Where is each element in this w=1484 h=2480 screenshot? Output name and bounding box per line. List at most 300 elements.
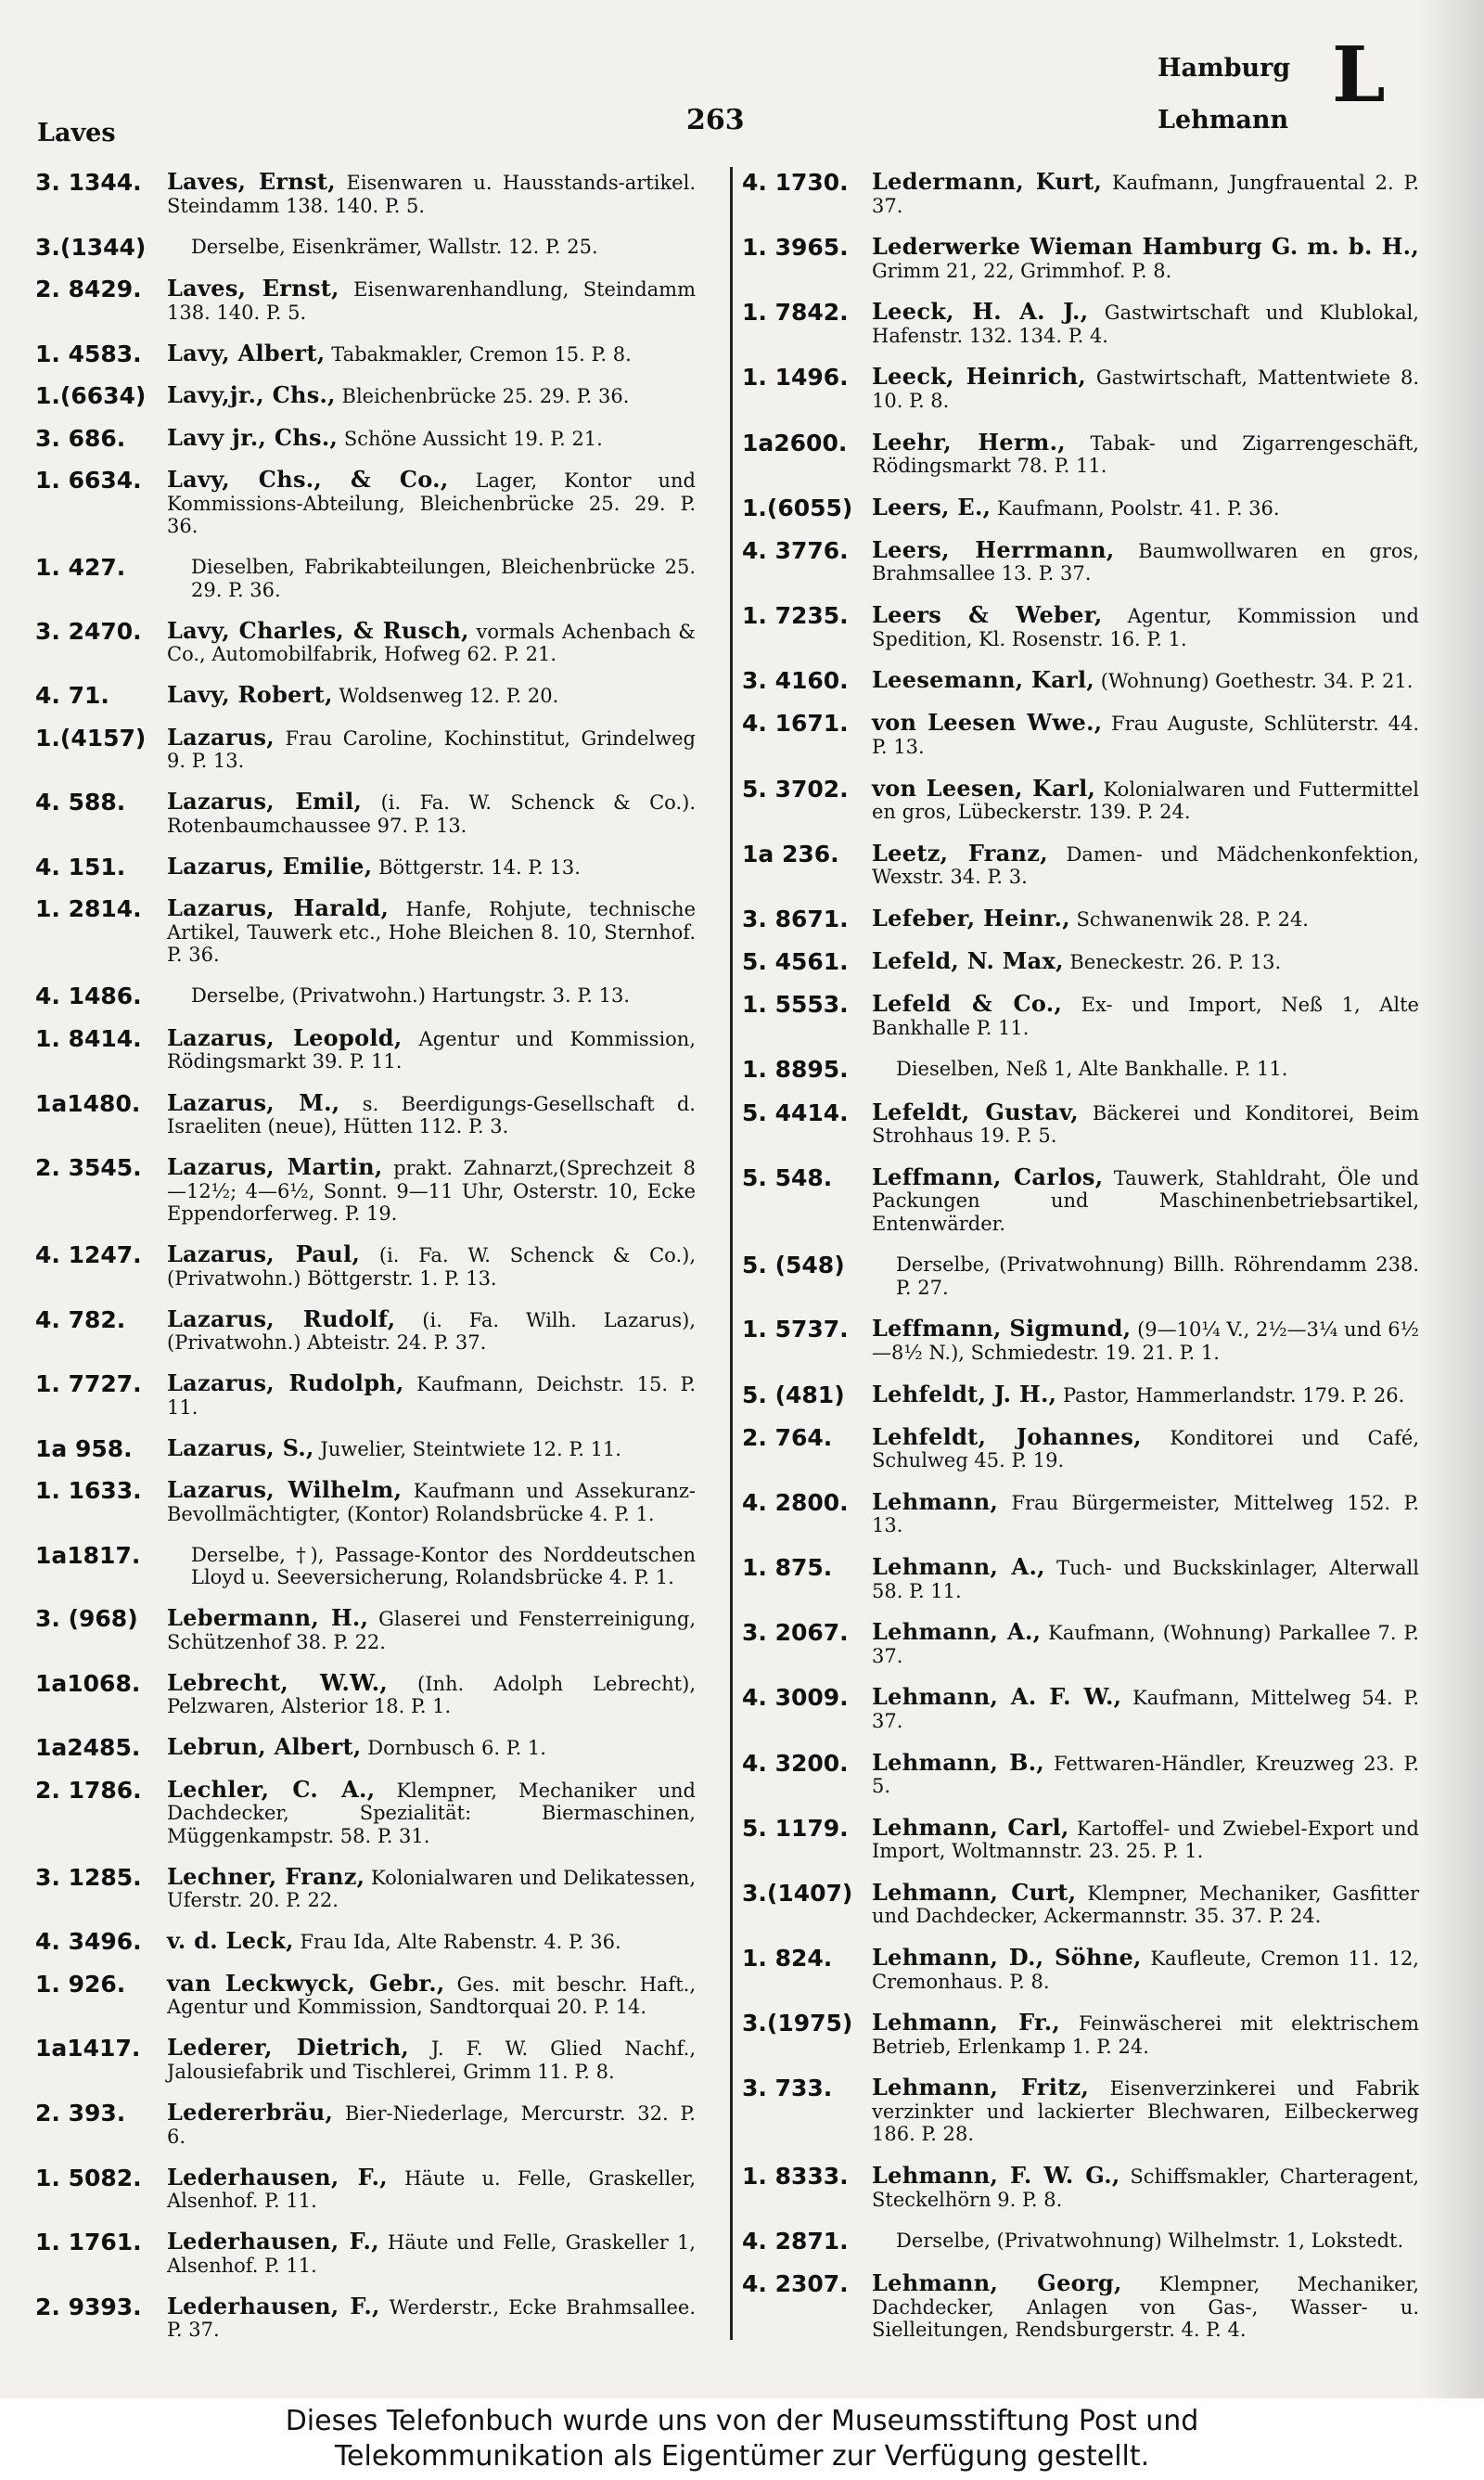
subscriber-name: Lehmann, Fr., bbox=[872, 2009, 1061, 2037]
subscriber-name: Leffmann, Sigmund, bbox=[872, 1315, 1132, 1343]
phone-number: 3.(1975) bbox=[742, 2010, 853, 2037]
subscriber-details: Eisenverzinkerei und Fabrik verzinkter und lackierter Blechwaren, Eilbeckerweg 186. P. 28. bbox=[872, 2077, 1419, 2146]
directory-entry bbox=[35, 1541, 696, 1589]
entry-text bbox=[872, 904, 1419, 932]
phone-number: 1. 8895. bbox=[742, 1056, 849, 1084]
entry-text bbox=[167, 466, 696, 538]
subscriber-details: Tauwerk, Stahldraht, Öle und Packungen und Maschinenbetriebsartikel, Entenwärder. bbox=[872, 1166, 1419, 1235]
entry-text bbox=[167, 1604, 696, 1653]
subscriber-name: Lazarus, Martin, bbox=[167, 1153, 383, 1181]
directory-entry bbox=[35, 1969, 696, 2019]
subscriber-details: Frau Bürgermeister, Mittelweg 152. P. 13. bbox=[872, 1491, 1419, 1537]
subscriber-details: Tuch- und Buckskinlager, Alterwall 58. P. 11. bbox=[872, 1557, 1419, 1602]
directory-entry bbox=[742, 709, 1420, 758]
subscriber-name: von Leesen, Karl, bbox=[872, 774, 1096, 802]
subscriber-details: vormals Achenbach & Co., Automobilfabrik, Hofweg 62. P. 21. bbox=[167, 620, 697, 666]
directory-entry bbox=[742, 298, 1419, 347]
directory-entry bbox=[742, 1253, 1419, 1299]
entry-text bbox=[167, 168, 696, 217]
subscriber-details: prakt. Zahnarzt,(Sprechzeit 8—12½; 4—6½, Sonnt. 9—11 Uhr, Osterstr. 10, Ecke Eppendorferweg. P. 19. bbox=[167, 1157, 696, 1226]
header-city: Hamburg bbox=[1158, 54, 1291, 83]
directory-entry bbox=[35, 616, 697, 666]
entry-text bbox=[872, 1944, 1419, 1993]
phone-number: 4. 1486. bbox=[35, 983, 142, 1010]
phone-number: 1a2485. bbox=[35, 1734, 141, 1762]
entry-text bbox=[167, 1240, 696, 1290]
subscriber-details: Derselbe, (Privatwohn.) Hartungstr. 3. P. 13. bbox=[191, 984, 630, 1008]
directory-entry bbox=[742, 1058, 1419, 1082]
subscriber-name: Leehr, Herm., bbox=[872, 428, 1066, 456]
subscriber-details: Kolonialwaren und Futtermittel en gros, Lübeckerstr. 139. P. 24. bbox=[872, 777, 1420, 824]
entry-text bbox=[872, 839, 1419, 889]
entry-text bbox=[167, 616, 697, 666]
phone-number: 1. 875. bbox=[742, 1554, 833, 1582]
subscriber-name: Lefeld & Co., bbox=[872, 990, 1063, 1018]
phone-number: 3.(1407) bbox=[742, 1879, 853, 1907]
directory-entry bbox=[742, 233, 1419, 282]
directory-entry bbox=[742, 535, 1419, 585]
subscriber-details: Gastwirtschaft und Klublokal, Hafenstr. 132. 134. P. 4. bbox=[872, 302, 1419, 347]
column-divider bbox=[730, 167, 733, 2340]
phone-number: 5. 3702. bbox=[742, 775, 849, 803]
phone-number: 2. 764. bbox=[742, 1423, 833, 1451]
directory-entry bbox=[742, 1748, 1419, 1798]
entry-text bbox=[872, 1163, 1419, 1236]
phone-number: 3. 8671. bbox=[742, 905, 849, 932]
subscriber-details: Bier-Niederlage, Mercurstr. 32. P. 6. bbox=[167, 2102, 696, 2148]
entry-text bbox=[872, 1487, 1419, 1537]
entry-text bbox=[167, 2034, 696, 2083]
phone-number: 1.(6634) bbox=[35, 382, 147, 410]
directory-entry bbox=[742, 947, 1419, 976]
subscriber-name: Lazarus, Rudolf, bbox=[167, 1304, 396, 1332]
phone-number: 2. 1786. bbox=[35, 1776, 142, 1804]
directory-entry bbox=[35, 723, 696, 773]
phone-number: 3. (968) bbox=[35, 1605, 138, 1633]
entry-text bbox=[167, 2230, 696, 2277]
phone-number: 1a1817. bbox=[35, 1541, 141, 1569]
entry-text bbox=[872, 2269, 1419, 2342]
phone-number: 3.(1344) bbox=[35, 233, 147, 261]
directory-entry bbox=[35, 1369, 696, 1419]
entry-text bbox=[167, 423, 696, 451]
subscriber-details: Frau Ida, Alte Rabenstr. 4. P. 36. bbox=[293, 1931, 621, 1954]
subscriber-details: Dieselben, Fabrikabteilungen, Bleichenbrücke 25. 29. P. 36. bbox=[191, 556, 696, 601]
subscriber-details: Klempner, Mechaniker, Dachdecker, Anlagen von Gas-, Wasser- u. Sielleitungen, Rendsburgerstr. 4. P. 4. bbox=[872, 2273, 1419, 2342]
subscriber-name: Leers & Weber, bbox=[872, 601, 1103, 629]
directory-entry bbox=[35, 1240, 696, 1290]
subscriber-details: Juwelier, Steintwiete 12. P. 11. bbox=[313, 1437, 621, 1460]
phone-number: 1. 4583. bbox=[35, 340, 142, 367]
entry-text bbox=[167, 381, 696, 409]
entry-text bbox=[872, 1683, 1419, 1732]
entry-text bbox=[872, 947, 1419, 975]
subscriber-details: Schöne Aussicht 19. P. 21. bbox=[338, 427, 603, 450]
phone-number: 3. 2470. bbox=[35, 617, 142, 645]
subscriber-details: Dornbusch 6. P. 1. bbox=[361, 1737, 546, 1760]
directory-entry bbox=[35, 681, 696, 710]
phone-number: 4. 3496. bbox=[35, 1928, 142, 1956]
entry-text bbox=[167, 1433, 696, 1461]
subscriber-details: Kaufmann, (Wohnung) Parkallee 7. P. 37. bbox=[872, 1622, 1419, 1667]
directory-entry bbox=[35, 1775, 696, 1848]
entry-text bbox=[167, 1369, 696, 1419]
directory-entry bbox=[35, 168, 696, 217]
subscriber-name: Lederhausen, F., bbox=[167, 2292, 380, 2319]
entry-text bbox=[167, 236, 696, 259]
subscriber-name: Ledererbräu, bbox=[167, 2099, 334, 2126]
phone-number: 4. 2307. bbox=[742, 2270, 849, 2298]
subscriber-details: Feinwäscherei mit elektrischem Betrieb, Erlenkamp 1. P. 24. bbox=[872, 2012, 1420, 2058]
directory-entry bbox=[35, 2163, 696, 2213]
phone-number: 4. 2800. bbox=[742, 1488, 849, 1516]
directory-entry bbox=[35, 894, 696, 967]
entry-text bbox=[167, 1668, 696, 1718]
subscriber-details: (Wohnung) Goethestr. 34. P. 21. bbox=[1094, 670, 1414, 693]
phone-number: 4. 1671. bbox=[742, 710, 849, 738]
phone-number: 1. 3965. bbox=[742, 234, 849, 262]
entry-text bbox=[872, 233, 1419, 282]
directory-entry bbox=[35, 466, 696, 538]
phone-number: 3. 4160. bbox=[742, 667, 849, 695]
phone-number: 3. 1285. bbox=[35, 1863, 142, 1891]
phone-number: 3. 733. bbox=[742, 2075, 833, 2102]
directory-entry bbox=[742, 1683, 1419, 1732]
subscriber-details: Agentur und Kommission, Rödingsmarkt 39. P. 11. bbox=[167, 1027, 697, 1073]
subscriber-name: von Leesen Wwe., bbox=[872, 709, 1103, 737]
phone-number: 1. 8333. bbox=[742, 2163, 849, 2190]
phone-number: 1. 1761. bbox=[35, 2229, 142, 2256]
entry-text bbox=[872, 535, 1419, 585]
phone-number: 1. 7842. bbox=[742, 299, 849, 327]
subscriber-name: Lefeber, Heinr., bbox=[872, 904, 1070, 932]
entry-text bbox=[872, 1253, 1419, 1299]
subscriber-details: Woldsenweg 12. P. 20. bbox=[332, 685, 559, 708]
directory-entry bbox=[742, 2011, 1419, 2058]
phone-number: 1a1480. bbox=[35, 1089, 141, 1117]
directory-entry bbox=[35, 1304, 696, 1355]
entry-text bbox=[872, 990, 1419, 1039]
entry-text bbox=[872, 1098, 1420, 1148]
subscriber-name: Lehmann, Curt, bbox=[872, 1878, 1077, 1906]
subscriber-details: Häute und Felle, Graskeller 1, Alsenhof. P. 11. bbox=[167, 2231, 696, 2277]
subscriber-name: Lehmann, Fritz, bbox=[872, 2074, 1090, 2101]
directory-entry bbox=[742, 1618, 1419, 1667]
entry-text bbox=[872, 774, 1420, 824]
entry-text bbox=[872, 666, 1419, 694]
subscriber-name: Leesemann, Karl, bbox=[872, 666, 1095, 694]
phone-number: 1. 427. bbox=[35, 554, 126, 582]
directory-entry bbox=[742, 1380, 1419, 1408]
entry-text bbox=[167, 723, 696, 773]
directory-entry bbox=[35, 1153, 696, 1226]
phone-number: 1. 5737. bbox=[742, 1316, 849, 1343]
phone-number: 1. 824. bbox=[742, 1945, 833, 1972]
subscriber-name: Lebrun, Albert, bbox=[167, 1733, 362, 1761]
phone-number: 1. 5082. bbox=[35, 2164, 142, 2191]
subscriber-details: Eisenwaren u. Hausstands-artikel. Steindamm 138. 140. P. 5. bbox=[167, 172, 696, 217]
subscriber-details: Hanfe, Rohjute, technische Artikel, Tauwerk etc., Hohe Bleichen 8. 10, Sternhof. P. 36. bbox=[167, 898, 696, 967]
entry-text bbox=[167, 1775, 696, 1848]
phone-number: 1a1417. bbox=[35, 2035, 141, 2062]
phone-number: 5. 4561. bbox=[742, 948, 849, 976]
directory-entry bbox=[742, 1878, 1419, 1928]
subscriber-name: v. d. Leck, bbox=[167, 1927, 294, 1955]
subscriber-name: Lavy, Chs., & Co., bbox=[167, 466, 449, 494]
subscriber-details: Derselbe, (Privatwohnung) Billh. Röhrendamm 238. P. 27. bbox=[896, 1253, 1419, 1299]
directory-entry bbox=[35, 381, 696, 410]
subscriber-name: Lehmann, B., bbox=[872, 1748, 1045, 1776]
directory-entry bbox=[742, 1813, 1419, 1863]
right-column bbox=[742, 168, 1420, 2342]
subscriber-name: Lazarus, Emil, bbox=[167, 788, 363, 816]
directory-entry bbox=[742, 168, 1419, 217]
phone-number: 1. 7727. bbox=[35, 1370, 142, 1398]
subscriber-name: Lehmann, bbox=[872, 1487, 999, 1515]
phone-number: 1. 1633. bbox=[35, 1477, 142, 1505]
subscriber-details: Kaufleute, Cremon 11. 12, Cremonhaus. P. 8. bbox=[872, 1947, 1419, 1993]
entry-text bbox=[167, 1544, 696, 1589]
subscriber-name: Leers, Herrmann, bbox=[872, 535, 1115, 563]
entry-text bbox=[872, 601, 1419, 650]
subscriber-name: Lehfeldt, Johannes, bbox=[872, 1422, 1142, 1450]
subscriber-name: Lechler, C. A., bbox=[167, 1775, 376, 1803]
subscriber-details: Damen- und Mädchenkonfektion, Wexstr. 34. P. 3. bbox=[872, 842, 1419, 889]
subscriber-name: Lechner, Franz, bbox=[167, 1862, 365, 1890]
phone-number: 4. 782. bbox=[35, 1305, 126, 1333]
entry-text bbox=[167, 1969, 696, 2019]
subscriber-details: Frau Caroline, Kochinstitut, Grindelweg 9. P. 13. bbox=[167, 726, 696, 773]
phone-number: 3. 686. bbox=[35, 424, 126, 452]
entry-text bbox=[872, 363, 1420, 412]
directory-entry bbox=[742, 1944, 1419, 1993]
entry-text bbox=[872, 1317, 1419, 1364]
subscriber-name: van Leckwyck, Gebr., bbox=[167, 1969, 445, 1997]
phone-number: 1. 2814. bbox=[35, 895, 142, 923]
entry-text bbox=[872, 2076, 1419, 2146]
entry-text bbox=[872, 1878, 1419, 1928]
phone-number: 3. 2067. bbox=[742, 1619, 849, 1647]
subscriber-name: Lederhausen, F., bbox=[167, 2228, 379, 2255]
directory-entry bbox=[35, 1023, 697, 1073]
subscriber-name: Lebermann, H., bbox=[167, 1604, 369, 1632]
footer-line-1: Dieses Telefonbuch wurde uns von der Museumsstiftung Post und bbox=[285, 2405, 1199, 2437]
directory-entry bbox=[742, 1098, 1420, 1148]
subscriber-name: Lederer, Dietrich, bbox=[167, 2034, 409, 2062]
subscriber-details: Baumwollwaren en gros, Brahmsallee 13. P. 37. bbox=[872, 539, 1419, 585]
subscriber-name: Lehmann, A., bbox=[872, 1618, 1042, 1646]
entry-text bbox=[872, 428, 1419, 478]
directory-entry bbox=[35, 2034, 696, 2083]
phone-number: 4. 3776. bbox=[742, 536, 849, 564]
directory-entry bbox=[742, 2162, 1419, 2211]
directory-entry bbox=[742, 2269, 1419, 2342]
entry-text bbox=[167, 2292, 696, 2342]
entry-text bbox=[167, 1927, 696, 1955]
phone-number: 2. 393. bbox=[35, 2100, 126, 2127]
subscriber-details: (Inh. Adolph Lebrecht), Pelzwaren, Alsterior 18. P. 1. bbox=[167, 1672, 696, 1718]
entry-text bbox=[872, 2011, 1419, 2058]
subscriber-name: Laves, Ernst, bbox=[167, 168, 336, 195]
subscriber-name: Lehmann, D., Söhne, bbox=[872, 1944, 1142, 1972]
directory-entry bbox=[742, 363, 1420, 412]
subscriber-details: Konditorei und Café, Schulweg 45. P. 19. bbox=[872, 1426, 1419, 1472]
directory-entry bbox=[35, 1476, 696, 1525]
directory-entry bbox=[35, 2101, 696, 2148]
entry-text bbox=[167, 984, 696, 1008]
subscriber-details: Gastwirtschaft, Mattentwiete 8. 10. P. 8. bbox=[872, 366, 1420, 412]
phone-number: 4. 151. bbox=[35, 853, 126, 880]
subscriber-details: s. Beerdigungs-Gesellschaft d. Israeliten (neue), Hütten 112. P. 3. bbox=[167, 1092, 696, 1137]
directory-entry bbox=[742, 1487, 1419, 1537]
subscriber-details: Derselbe, †), Passage-Kontor des Norddeutschen Lloyd u. Seeversicherung, Rolandsbrücke 4. P. 1. bbox=[191, 1543, 696, 1589]
subscriber-name: Lehmann, Georg, bbox=[872, 2269, 1122, 2297]
directory-entry bbox=[35, 2292, 696, 2342]
entry-text bbox=[872, 709, 1420, 758]
subscriber-name: Lavy,jr., Chs., bbox=[167, 381, 336, 409]
subscriber-details: Kaufmann, Poolstr. 41. P. 36. bbox=[991, 496, 1280, 520]
footer-line-2: Telekommunikation als Eigentümer zur Verfügung gestellt. bbox=[334, 2440, 1150, 2473]
phone-number: 5. 548. bbox=[742, 1163, 833, 1191]
phone-number: 5. 4414. bbox=[742, 1099, 849, 1126]
directory-entry bbox=[35, 852, 696, 880]
phone-number: 1. 6634. bbox=[35, 467, 142, 495]
phone-number: 4. 2871. bbox=[742, 2228, 849, 2255]
subscriber-name: Leeck, Heinrich, bbox=[872, 363, 1087, 391]
entry-text bbox=[167, 2101, 696, 2148]
subscriber-name: Lazarus, Harald, bbox=[167, 894, 390, 922]
entry-text bbox=[167, 1476, 696, 1525]
directory-entry bbox=[35, 277, 696, 324]
entry-text bbox=[167, 1304, 696, 1355]
subscriber-name: Lavy, Albert, bbox=[167, 339, 326, 366]
entry-text bbox=[167, 339, 696, 366]
subscriber-details: Tabakmakler, Cremon 15. P. 8. bbox=[325, 342, 632, 366]
subscriber-name: Lehmann, A., bbox=[872, 1553, 1045, 1581]
subscriber-details: Kaufmann, Deichstr. 15. P. 11. bbox=[167, 1373, 696, 1419]
directory-entry bbox=[742, 1163, 1419, 1236]
directory-entry bbox=[742, 1553, 1419, 1602]
phone-number: 2. 3545. bbox=[35, 1154, 142, 1182]
directory-entry bbox=[35, 790, 696, 837]
directory-entry bbox=[742, 666, 1419, 695]
subscriber-details: Bleichenbrücke 25. 29. P. 36. bbox=[335, 385, 630, 408]
subscriber-details: Beneckestr. 26. P. 13. bbox=[1063, 951, 1282, 974]
directory-entry bbox=[742, 774, 1420, 824]
entry-text bbox=[872, 298, 1419, 347]
entry-text bbox=[167, 1862, 696, 1912]
subscriber-details: Ex- und Import, Neß 1, Alte Bankhalle P. 11. bbox=[872, 994, 1419, 1039]
entry-text bbox=[167, 277, 696, 324]
directory-entry bbox=[35, 984, 696, 1009]
directory-entry bbox=[35, 233, 696, 261]
subscriber-details: Werderstr., Ecke Brahmsallee. P. 37. bbox=[167, 2295, 696, 2342]
subscriber-details: Glaserei und Fensterreinigung, Schützenhof 38. P. 22. bbox=[167, 1608, 696, 1653]
subscriber-details: Bäckerei und Konditorei, Beim Strohhaus 19. P. 5. bbox=[872, 1101, 1420, 1147]
phone-number: 2. 9393. bbox=[35, 2293, 142, 2320]
directory-entry bbox=[35, 1433, 696, 1462]
subscriber-details: Klempner, Mechaniker, Gasfitter und Dachdecker, Ackermannstr. 35. 37. P. 24. bbox=[872, 1882, 1419, 1928]
directory-entry bbox=[35, 339, 696, 367]
directory-entry bbox=[35, 2230, 696, 2277]
phone-number: 1. 1496. bbox=[742, 364, 849, 392]
directory-entry bbox=[35, 1088, 696, 1138]
page-number: 263 bbox=[686, 104, 745, 136]
entry-text bbox=[167, 556, 696, 601]
phone-number: 1. 7235. bbox=[742, 602, 849, 630]
subscriber-details: Frau Auguste, Schlüterstr. 44. P. 13. bbox=[872, 713, 1420, 758]
subscriber-name: Lazarus, bbox=[167, 723, 275, 751]
subscriber-name: Lavy, Charles, & Rusch, bbox=[167, 616, 469, 644]
phone-number: 3. 1344. bbox=[35, 169, 142, 196]
phone-number: 2. 8429. bbox=[35, 276, 142, 303]
subscriber-details: Pastor, Hammerlandstr. 179. P. 26. bbox=[1056, 1383, 1405, 1407]
subscriber-name: Lederwerke Wieman Hamburg G. m. b. H., bbox=[872, 233, 1419, 261]
entry-text bbox=[872, 1553, 1419, 1602]
subscriber-name: Lazarus, Leopold, bbox=[167, 1023, 403, 1051]
directory-entry bbox=[35, 1668, 696, 1718]
phone-number: 1. 926. bbox=[35, 1970, 126, 1998]
subscriber-details: Lager, Kontor und Kommissions-Abteilung, Bleichenbrücke 25. 29. P. 36. bbox=[167, 469, 696, 538]
subscriber-name: Lefeld, N. Max, bbox=[872, 947, 1064, 975]
directory-entry bbox=[35, 1927, 696, 1956]
directory-entry bbox=[742, 601, 1419, 650]
phone-number: 4. 1730. bbox=[742, 169, 849, 196]
subscriber-name: Lefeldt, Gustav, bbox=[872, 1098, 1079, 1125]
entry-text bbox=[167, 1023, 697, 1073]
directory-entry bbox=[742, 1317, 1419, 1364]
subscriber-name: Lazarus, Wilhelm, bbox=[167, 1476, 403, 1504]
subscriber-name: Ledermann, Kurt, bbox=[872, 168, 1103, 195]
entry-text bbox=[167, 2163, 696, 2213]
directory-entry bbox=[35, 1733, 696, 1762]
subscriber-details: Grimm 21, 22, Grimmhof. P. 8. bbox=[872, 259, 1172, 282]
directory-entry bbox=[742, 428, 1419, 478]
phone-number: 1.(4157) bbox=[35, 724, 147, 752]
directory-entry bbox=[742, 990, 1419, 1039]
phone-number: 4. 71. bbox=[35, 682, 109, 710]
phone-number: 4. 3200. bbox=[742, 1749, 849, 1777]
subscriber-name: Lazarus, Paul, bbox=[167, 1240, 361, 1268]
phone-number: 1.(6055) bbox=[742, 494, 853, 521]
section-letter: L bbox=[1332, 31, 1386, 120]
subscriber-details: Kaufmann, Jungfrauental 2. P. 37. bbox=[872, 172, 1419, 217]
directory-entry bbox=[742, 1422, 1419, 1472]
footer-notice bbox=[0, 2398, 1484, 2480]
phone-number: 1a 236. bbox=[742, 840, 839, 867]
phone-number: 1. 8414. bbox=[35, 1024, 142, 1052]
entry-text bbox=[872, 168, 1419, 217]
subscriber-details: Kolonialwaren und Delikatessen, Uferstr. 20. P. 22. bbox=[167, 1866, 696, 1912]
subscriber-details: Kaufmann, Mittelweg 54. P. 37. bbox=[872, 1687, 1419, 1732]
directory-entry bbox=[742, 904, 1419, 932]
subscriber-name: Lazarus, M., bbox=[167, 1088, 340, 1116]
entry-text bbox=[872, 1618, 1419, 1667]
subscriber-details: (i. Fa. Wilh. Lazarus), (Privatwohn.) Abteistr. 24. P. 37. bbox=[167, 1308, 696, 1355]
subscriber-details: Kartoffel- und Zwiebel-Export und Import, Woltmannstr. 23. 25. P. 1. bbox=[872, 1817, 1419, 1863]
subscriber-details: Agentur, Kommission und Spedition, Kl. Rosenstr. 16. P. 1. bbox=[872, 605, 1419, 650]
subscriber-name: Lavy jr., Chs., bbox=[167, 423, 339, 451]
subscriber-details: Schwanenwik 28. P. 24. bbox=[1069, 907, 1309, 931]
subscriber-details: Ges. mit beschr. Haft., Agentur und Kommission, Sandtorquai 20. P. 14. bbox=[167, 1972, 696, 2019]
subscriber-name: Lehfeldt, J. H., bbox=[872, 1380, 1057, 1407]
entry-text bbox=[167, 894, 696, 967]
directory-entry bbox=[742, 493, 1419, 521]
subscriber-details: (i. Fa. W. Schenck & Co.). Rotenbaumchaussee 97. P. 13. bbox=[167, 791, 696, 837]
entry-text bbox=[872, 1380, 1419, 1407]
subscriber-name: Leers, E., bbox=[872, 493, 991, 520]
phone-number: 1a 958. bbox=[35, 1434, 133, 1462]
